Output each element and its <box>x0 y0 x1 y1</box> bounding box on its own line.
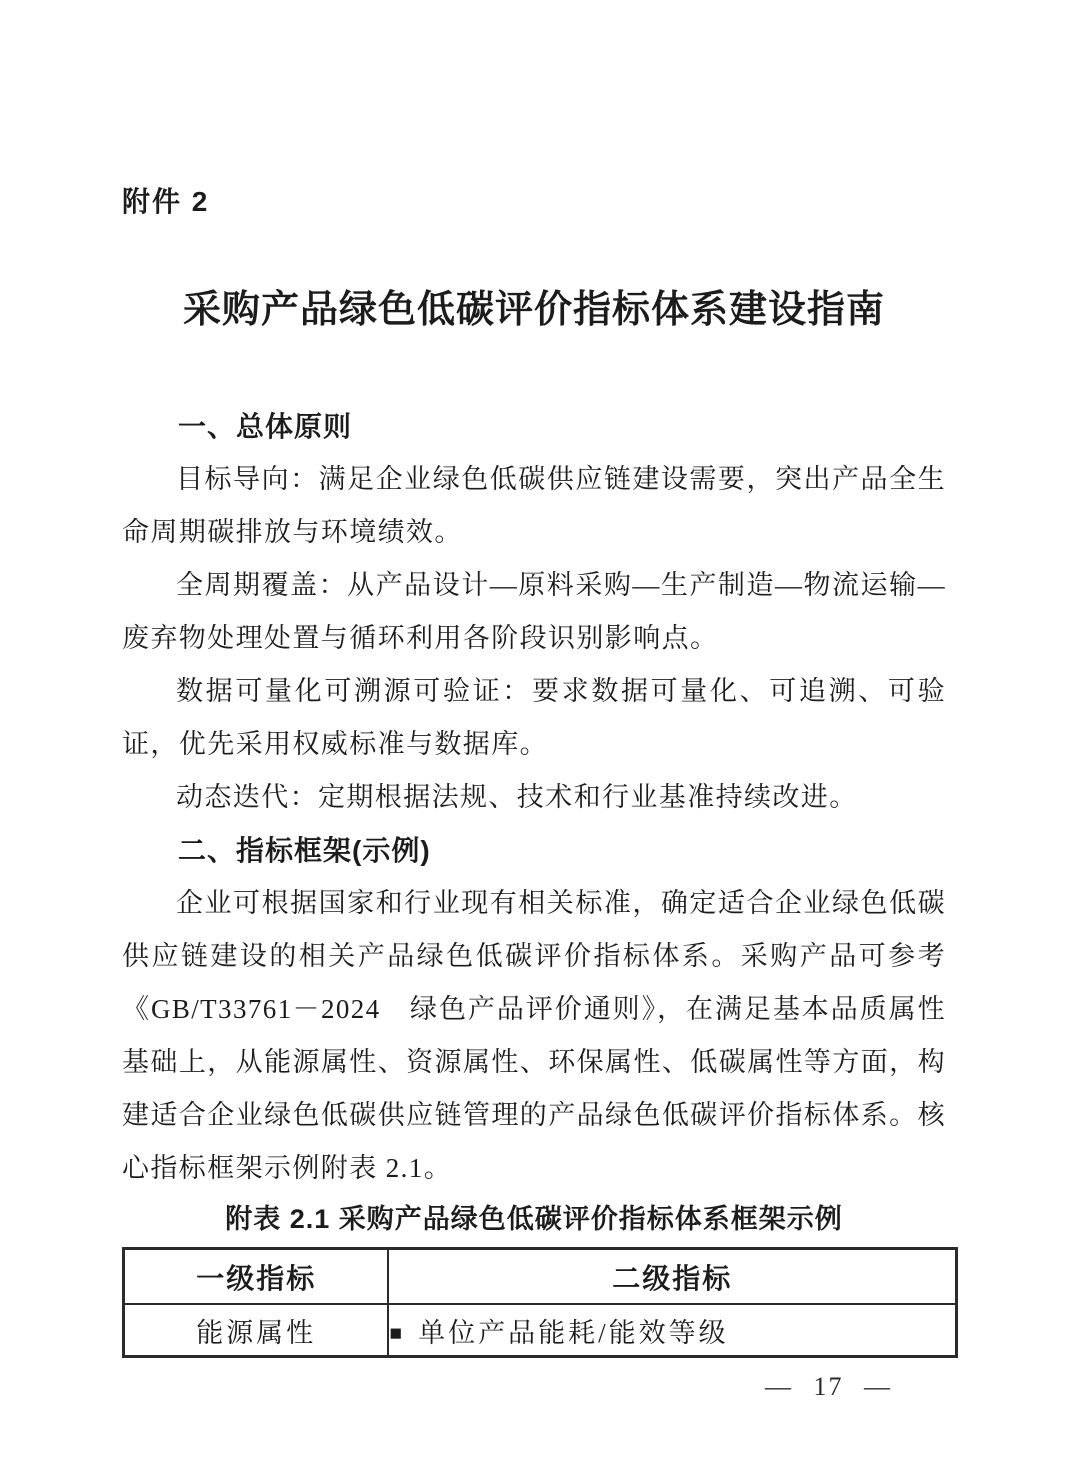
paragraph-goal-orientation: 目标导向：满足企业绿色低碳供应链建设需要，突出产品全生命周期碳排放与环境绩效。 <box>122 464 946 547</box>
indicator-framework-table <box>122 1247 958 1358</box>
table-header-level1-indicator: 一级指标 <box>124 1249 389 1305</box>
table-row-energy-attribute <box>124 1304 957 1357</box>
attachment-label: 附件 2 <box>122 186 210 217</box>
section-heading-indicator-framework: 二、指标框架(示例) <box>178 835 431 866</box>
table-caption: 附表 2.1 采购产品绿色低碳评价指标体系框架示例 <box>225 1204 843 1234</box>
paragraph-data-quantifiable: 数据可量化可溯源可验证：要求数据可量化、可追溯、可验证，优先采用权威标准与数据库。 <box>122 676 946 759</box>
level2-indicator-cell <box>388 1304 956 1357</box>
square-bullet-icon: ■ <box>389 1320 403 1345</box>
document-body <box>122 400 946 1195</box>
table-header-row <box>124 1249 957 1305</box>
paragraph-full-cycle-coverage: 全周期覆盖：从产品设计—原料采购—生产制造—物流运输—废弃物处理处置与循环利用各阶段识别影响点。 <box>122 570 946 653</box>
document-title: 采购产品绿色低碳评价指标体系建设指南 <box>182 289 885 331</box>
paragraph-dynamic-iteration: 动态迭代：定期根据法规、技术和行业基准持续改进。 <box>176 782 858 812</box>
section-heading-general-principles: 一、总体原则 <box>178 411 353 442</box>
paragraph-framework-description: 企业可根据国家和行业现有相关标准，确定适合企业绿色低碳供应链建设的相关产品绿色低碳评价指标体系。采购产品可参考《GB/T33761－2024 绿色产品评价通则》，在满足基本品质属性基础上，从能源属性、资源属性、环保属性、低碳属性等方面，构建适合企业绿色低碳供应链管理的产品绿色低碳评价指标体系。核心指标框架示例附表 2.1。 <box>122 888 946 1183</box>
level1-indicator-cell: 能源属性 <box>124 1304 389 1357</box>
page-number: — 17 — <box>765 1372 892 1401</box>
level2-indicator-text: 单位产品能耗/能效等级 <box>418 1317 729 1348</box>
table-header-level2-indicator: 二级指标 <box>388 1249 956 1305</box>
